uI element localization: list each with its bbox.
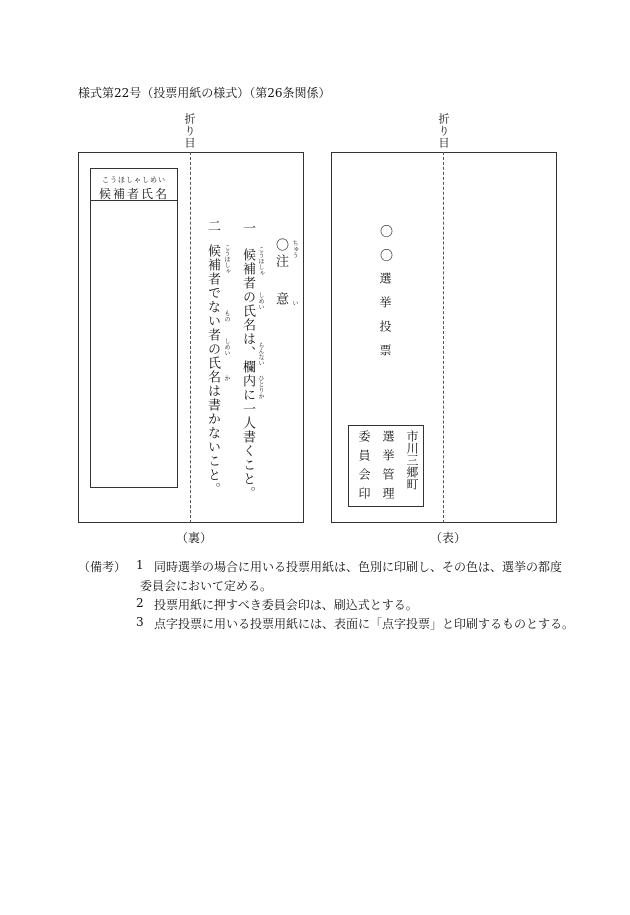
note-2-text: 投票用紙に押すべき委員会印は、刷込式とする。	[154, 598, 418, 612]
item1-ruby-2: しめい	[257, 292, 264, 310]
fold-line-front	[443, 152, 444, 523]
item1-ruby-3: らんない	[257, 342, 264, 366]
notice-ruby-2: い	[291, 300, 298, 306]
item2-ruby-2: もの	[223, 310, 230, 322]
notice-item2-text: 候補者でない者の氏名は書かないこと。	[205, 244, 220, 496]
note-2-num: 2	[136, 596, 144, 610]
candidate-name-box[interactable]	[90, 168, 178, 488]
candidate-label-ruby: こうほしゃしめい	[102, 176, 166, 184]
ballot-title: 選挙投票	[378, 272, 392, 368]
item2-ruby-4: か	[223, 375, 230, 381]
note-3-text: 点字投票に用いる投票用紙には、表面に「点字投票」と印刷するものとする。	[154, 617, 575, 631]
notes-label: （備考）	[78, 560, 127, 574]
front-circle-1: 〇	[380, 225, 394, 240]
notice-mark: 〇	[273, 238, 288, 251]
front-circle-2: 〇	[380, 249, 394, 264]
fold-label-front: 折り目	[437, 113, 450, 149]
stamp-col-2: 選挙管理	[381, 430, 395, 506]
stamp-col-1: 市川三郷町	[405, 430, 419, 490]
back-caption: （裏）	[176, 531, 213, 545]
item2-ruby-3: しめい	[223, 338, 230, 356]
note-1-num: 1	[136, 558, 144, 572]
notice-ruby-1: ちゅう	[291, 240, 298, 258]
fold-line-back	[190, 152, 191, 523]
notice-title: 注 意	[273, 254, 288, 311]
notice-item1-num: 一	[240, 221, 255, 234]
note-3-num: 3	[136, 615, 144, 629]
notice-item2-num: 二	[205, 219, 220, 232]
item1-ruby-4: ひとりか	[257, 375, 264, 399]
item1-ruby-1: こうほしゃ	[257, 246, 264, 276]
note-1-cont: 委員会において定める。	[140, 579, 273, 593]
candidate-label: 候補者氏名	[98, 187, 169, 201]
form-title: 様式第22号（投票用紙の様式）（第26条関係）	[78, 86, 331, 100]
stamp-col-3: 委員会印	[357, 430, 371, 506]
fold-label-back: 折り目	[183, 113, 196, 149]
item2-ruby-1: こうほしゃ	[223, 244, 230, 274]
front-caption: （表）	[430, 531, 467, 545]
note-1-text: 同時選挙の場合に用いる投票用紙は、色別に印刷し、その色は、選挙の都度	[154, 560, 563, 574]
notice-item1-text: 候補者の氏名は、欄内に一人書くこと。	[240, 248, 255, 500]
